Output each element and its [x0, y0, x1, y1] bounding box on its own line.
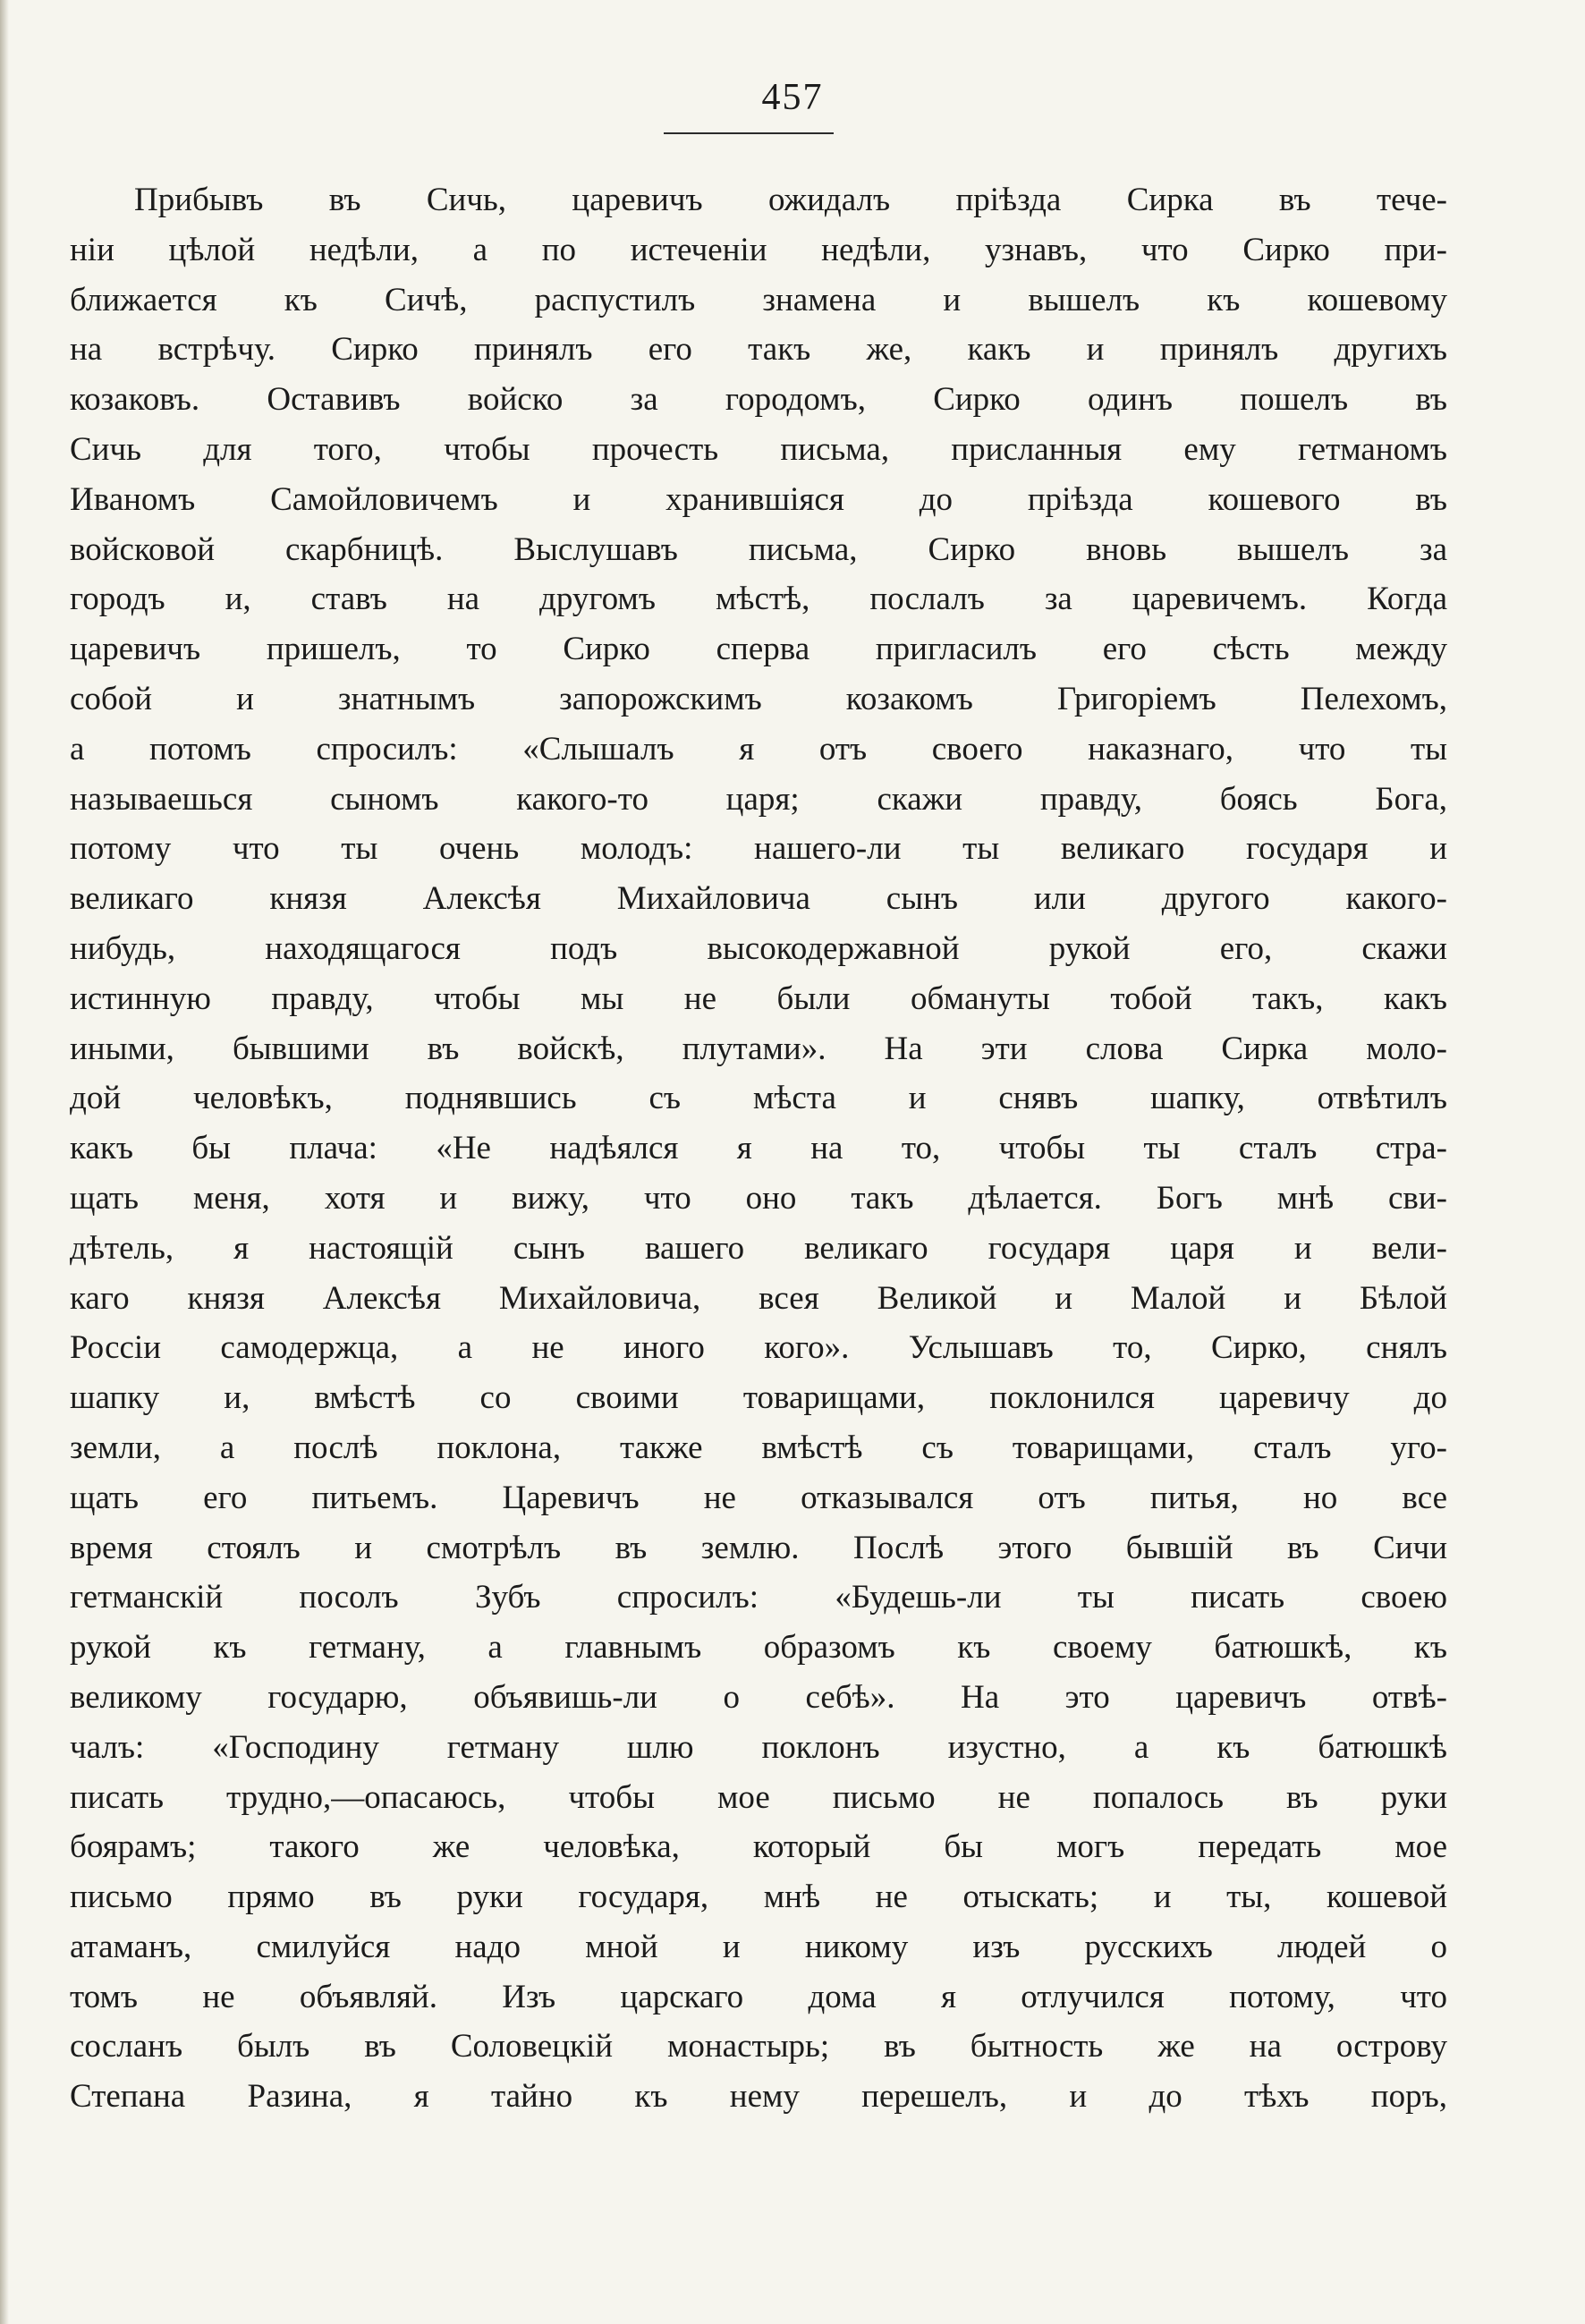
text-line: рукой къ гетману, а главнымъ образомъ къ своему батюшкѣ, къ — [70, 1629, 1447, 1667]
text-line: Россiи самодержца, а не иного кого». Услышавъ то, Сирко, снялъ — [70, 1329, 1447, 1367]
text-line: щать меня, хотя и вижу, что оно такъ дѣлается. Богъ мнѣ сви- — [70, 1179, 1447, 1217]
text-line: боярамъ; такого же человѣка, который бы могъ передать мое — [70, 1828, 1447, 1866]
text-line: земли, а послѣ поклона, также вмѣстѣ съ товарищами, сталъ уго- — [70, 1429, 1447, 1466]
text-line: какъ бы плача: «Не надѣялся я на то, чтобы ты сталъ стра- — [70, 1130, 1447, 1167]
text-line: дой человѣкъ, поднявшись съ мѣста и снявъ шапку, отвѣтилъ — [70, 1080, 1447, 1117]
page-gutter-shadow — [0, 0, 9, 2324]
text-line: Сичь для того, чтобы прочесть письма, присланныя ему гетманомъ — [70, 430, 1447, 468]
text-line: нiи цѣлой недѣли, а по истеченiи недѣли, узнавъ, что Сирко при- — [70, 231, 1447, 268]
text-line: царевичъ пришелъ, то Сирко сперва пригласилъ его сѣсть между — [70, 631, 1447, 668]
body-paragraph — [70, 175, 1447, 2122]
text-line: дѣтель, я настоящiй сынъ вашего великаго государя царя и вели- — [70, 1229, 1447, 1267]
text-line: войсковой скарбницѣ. Выслушавъ письма, Сирко вновь вышелъ за — [70, 530, 1447, 568]
text-line: Прибывъ въ Сичь, царевичъ ожидалъ прiѣзда Сирка въ тече- — [134, 182, 1447, 218]
text-line: на встрѣчу. Сирко принялъ его такъ же, какъ и принялъ другихъ — [70, 331, 1447, 369]
page-number: 457 — [761, 77, 824, 118]
text-line: а потомъ спросилъ: «Слышалъ я отъ своего наказнаго, что ты — [70, 730, 1447, 768]
text-line: великаго князя Алексѣя Михайловича сынъ или другого какого- — [70, 880, 1447, 918]
text-line: каго князя Алексѣя Михайловича, всея Великой и Малой и Бѣлой — [70, 1279, 1447, 1317]
text-line: письмо прямо въ руки государя, мнѣ не отыскать; и ты, кошевой — [70, 1879, 1447, 1916]
text-line: атаманъ, смилуйся надо мной и никому изъ русскихъ людей о — [70, 1928, 1447, 1965]
page-number-rule — [664, 132, 834, 134]
text-line: щать его питьемъ. Царевичъ не отказывался отъ питья, но все — [70, 1479, 1447, 1516]
text-line: время стоялъ и смотрѣлъ въ землю. Послѣ этого бывшiй въ Сичи — [70, 1529, 1447, 1566]
text-line: ближается къ Сичѣ, распустилъ знамена и вышелъ къ кошевому — [70, 281, 1447, 318]
text-line: великому государю, объявишь-ли о себѣ». На это царевичъ отвѣ- — [70, 1678, 1447, 1716]
text-line: Иваномъ Самойловичемъ и хранившiяся до прiѣзда кошевого въ — [70, 480, 1447, 518]
text-line: шапку и, вмѣстѣ со своими товарищами, поклонился царевичу до — [70, 1379, 1447, 1417]
text-line: козаковъ. Оставивъ войско за городомъ, Сирко одинъ пошелъ въ — [70, 381, 1447, 419]
text-line: чалъ: «Господину гетману шлю поклонъ изустно, а къ батюшкѣ — [70, 1728, 1447, 1766]
text-line: писать трудно,—опасаюсь, чтобы мое письмо не попалось въ руки — [70, 1778, 1447, 1816]
text-line: называешься сыномъ какого-то царя; скажи правду, боясь Бога, — [70, 780, 1447, 818]
text-line: сосланъ былъ въ Соловецкiй монастырь; въ бытность же на острову — [70, 2028, 1447, 2065]
text-line: Степана Разина, я тайно къ нему перешелъ, и до тѣхъ поръ, — [70, 2078, 1447, 2116]
text-line: томъ не объявляй. Изъ царскаго дома я отлучился потому, что — [70, 1978, 1447, 2015]
text-line: городъ и, ставъ на другомъ мѣстѣ, послалъ за царевичемъ. Когда — [70, 581, 1447, 618]
text-line: иными, бывшими въ войскѣ, плутами». На эти слова Сирка моло- — [70, 1030, 1447, 1067]
text-line: потому что ты очень молодъ: нашего-ли ты великаго государя и — [70, 830, 1447, 868]
text-line: истинную правду, чтобы мы не были обмануты тобой такъ, какъ — [70, 980, 1447, 1017]
text-line: гетманскiй посолъ Зубъ спросилъ: «Будешь-ли ты писать своею — [70, 1579, 1447, 1616]
text-line: собой и знатнымъ запорожскимъ козакомъ Григорiемъ Пелехомъ, — [70, 680, 1447, 717]
text-line: нибудь, находящагося подъ высокодержавной рукой его, скажи — [70, 929, 1447, 967]
